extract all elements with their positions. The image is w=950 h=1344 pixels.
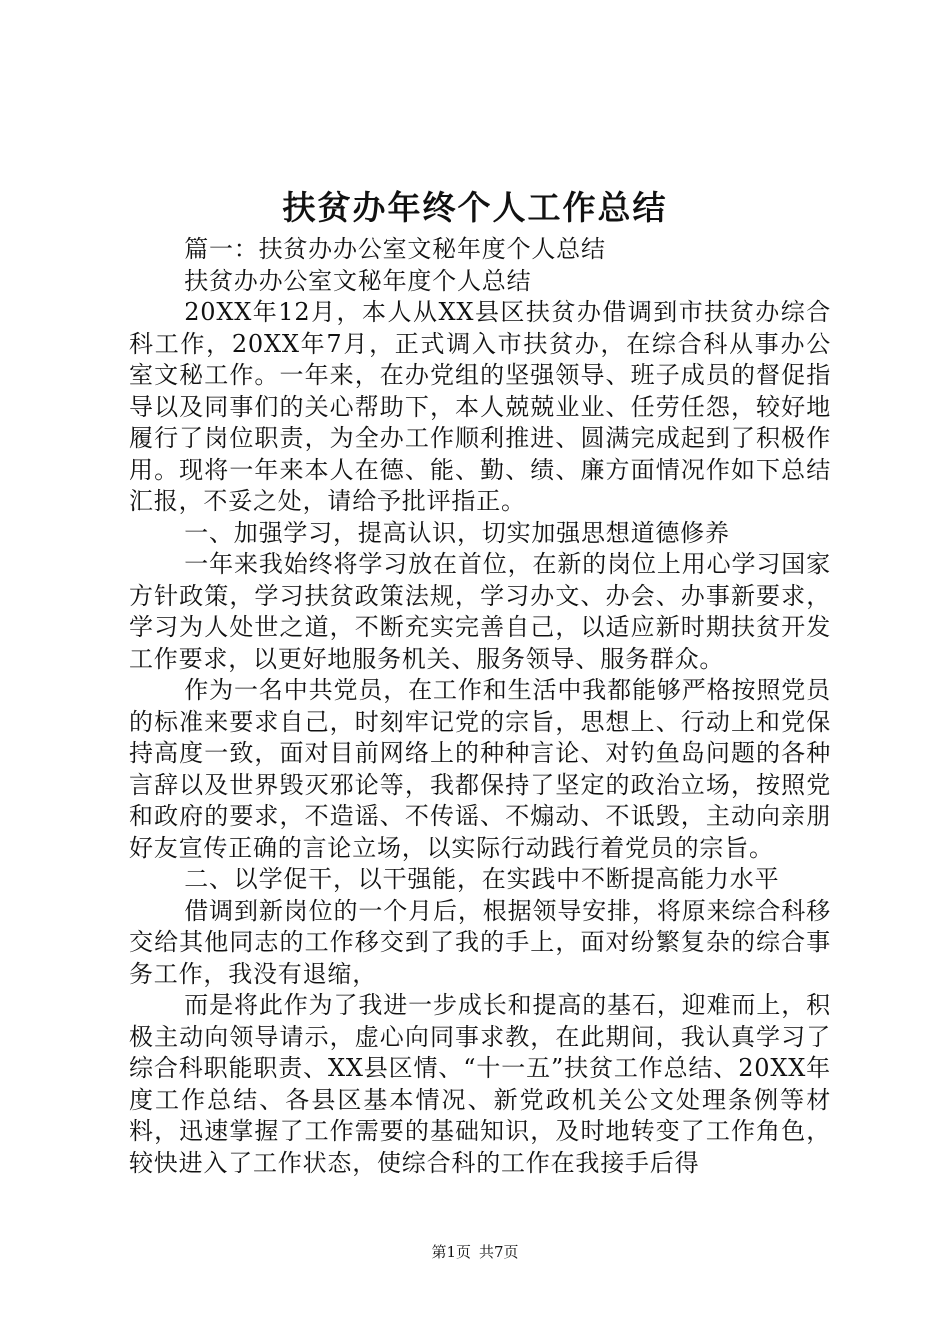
section-heading: 一、加强学习，提高认识，切实加强思想道德修养 (184, 518, 730, 547)
subtitle: 扶贫办办公室文秘年度个人总结 (184, 266, 532, 295)
paragraph: 20XX年12月，本人从XX县区扶贫办借调到市扶贫办综合科工作，20XX年7月，正式调入市扶贫办，在综合科从事办公室文秘工作。一年来，在办党组的坚强领导、班子成员的督促指导以及同事们的关心帮助下，本人兢兢业业、任劳任怨，较好地履行了岗位职责，为全办工作顺利推进、圆满完成起到了积极作用。现将一年来本人在德、能、勤、绩、廉方面情况作如下总结汇报，不妥之处，请给予批评指正。 (129, 298, 831, 515)
section-heading: 二、以学促干，以干强能，在实践中不断提高能力水平 (184, 865, 780, 893)
paragraph: 借调到新岗位的一个月后，根据领导安排，将原来综合科移交给其他同志的工作移交到了我的手上，面对纷繁复杂的综合事务工作，我没有退缩， (129, 896, 831, 988)
paragraph: 作为一名中共党员，在工作和生活中我都能够严格按照党员的标准来要求自己，时刻牢记党的宗旨，思想上、行动上和党保持高度一致，面对目前网络上的种种言论、对钓鱼岛问题的各种言辞以及世界毁灭邪论等，我都保持了坚定的政治立场，按照党和政府的要求，不造谣、不传谣、不煽动、不诋毁，主动向亲朋好友宣传正确的言论立场，以实际行动践行着党员的宗旨。 (129, 676, 831, 862)
page-number: 第1页 (431, 1243, 471, 1261)
paragraph: 一年来我始终将学习放在首位，在新的岗位上用心学习国家方针政策，学习扶贫政策法规，学习办文、办会、办事新要求，学习为人处世之道，不断充实完善自己，以适应新时期扶贫开发工作要求，以更好地服务机关、服务领导、服务群众。 (129, 550, 831, 673)
document-body (129, 234, 831, 1179)
page-footer (0, 1242, 950, 1262)
section-heading: 篇一：扶贫办办公室文秘年度个人总结 (184, 235, 606, 263)
paragraph: 而是将此作为了我进一步成长和提高的基石，迎难而上，积极主动向领导请示，虚心向同事求教，在此期间，我认真学习了综合科职能职责、XX县区情、“十一五”扶贫工作总结、20XX年度工作总结、各县区基本情况、新党政机关公文处理条例等材料，迅速掌握了工作需要的基础知识，及时地转变了工作角色，较快进入了工作状态，使综合科的工作在我接手后得 (129, 991, 831, 1177)
page-total: 共7页 (479, 1243, 519, 1261)
document-title: 扶贫办年终个人工作总结 (282, 188, 668, 227)
